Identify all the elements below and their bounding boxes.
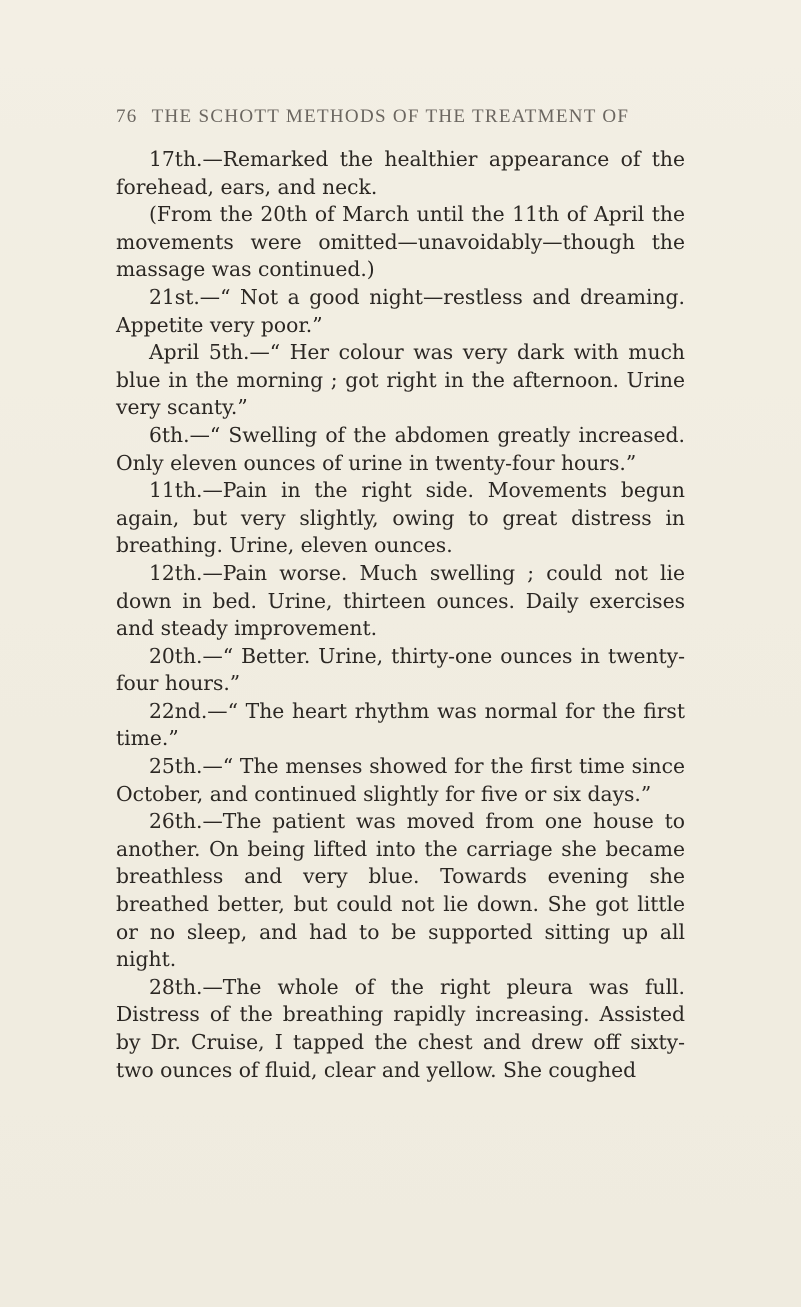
paragraph-17th: 17th.—Remarked the healthier appearance of the forehead, ears, and neck. [116,147,685,199]
paragraph-21st: 21st.—“ Not a good night—restless and dreaming. Appetite very poor.” [116,284,685,337]
page-number: 76 [116,106,138,127]
paragraph-6th: 6th.—“ Swelling of the abdomen greatly increased. Only eleven ounces of urine in twenty-four hours.” [116,422,685,475]
paragraph-26th: 26th.—The patient was moved from one house to another. On being lifted into the carriage she became breathless and very blue. Towards evening she breathed better, but could not lie down. She got little or no sleep, and had to be supported sitting up all night. [116,809,685,972]
running-head [116,106,676,128]
paragraph-11th: 11th.—Pain in the right side. Movements begun again, but very slightly, owing to great distress in breathing. Urine, eleven ounces. [116,478,685,558]
paragraph-movements-omitted-note: (From the 20th of March until the 11th of April the movements were omitted—unavoidably—though the massage was continued.) [116,202,685,282]
paragraph-12th: 12th.—Pain worse. Much swelling ; could not lie down in bed. Urine, thirteen ounces. Daily exercises and steady improvement. [116,560,685,641]
running-title: THE SCHOTT METHODS OF THE TREATMENT OF [151,106,630,127]
paragraph-25th: 25th.—“ The menses showed for the first time since October, and continued slightly for five or six days.” [116,754,685,806]
paragraph-april-5th: April 5th.—“ Her colour was very dark with much blue in the morning ; got right in the afternoon. Urine very scanty.” [116,340,685,420]
body-text [116,146,685,1084]
paragraph-28th: 28th.—The whole of the right pleura was full. Distress of the breathing rapidly increasing. Assisted by Dr. Cruise, I tapped the chest and drew off sixty-two ounces of fluid, clear and yellow. She coughed [116,974,685,1082]
paragraph-22nd: 22nd.—“ The heart rhythm was normal for the first time.” [116,698,685,751]
paragraph-20th: 20th.—“ Better. Urine, thirty-one ounces in twenty-four hours.” [116,643,685,696]
